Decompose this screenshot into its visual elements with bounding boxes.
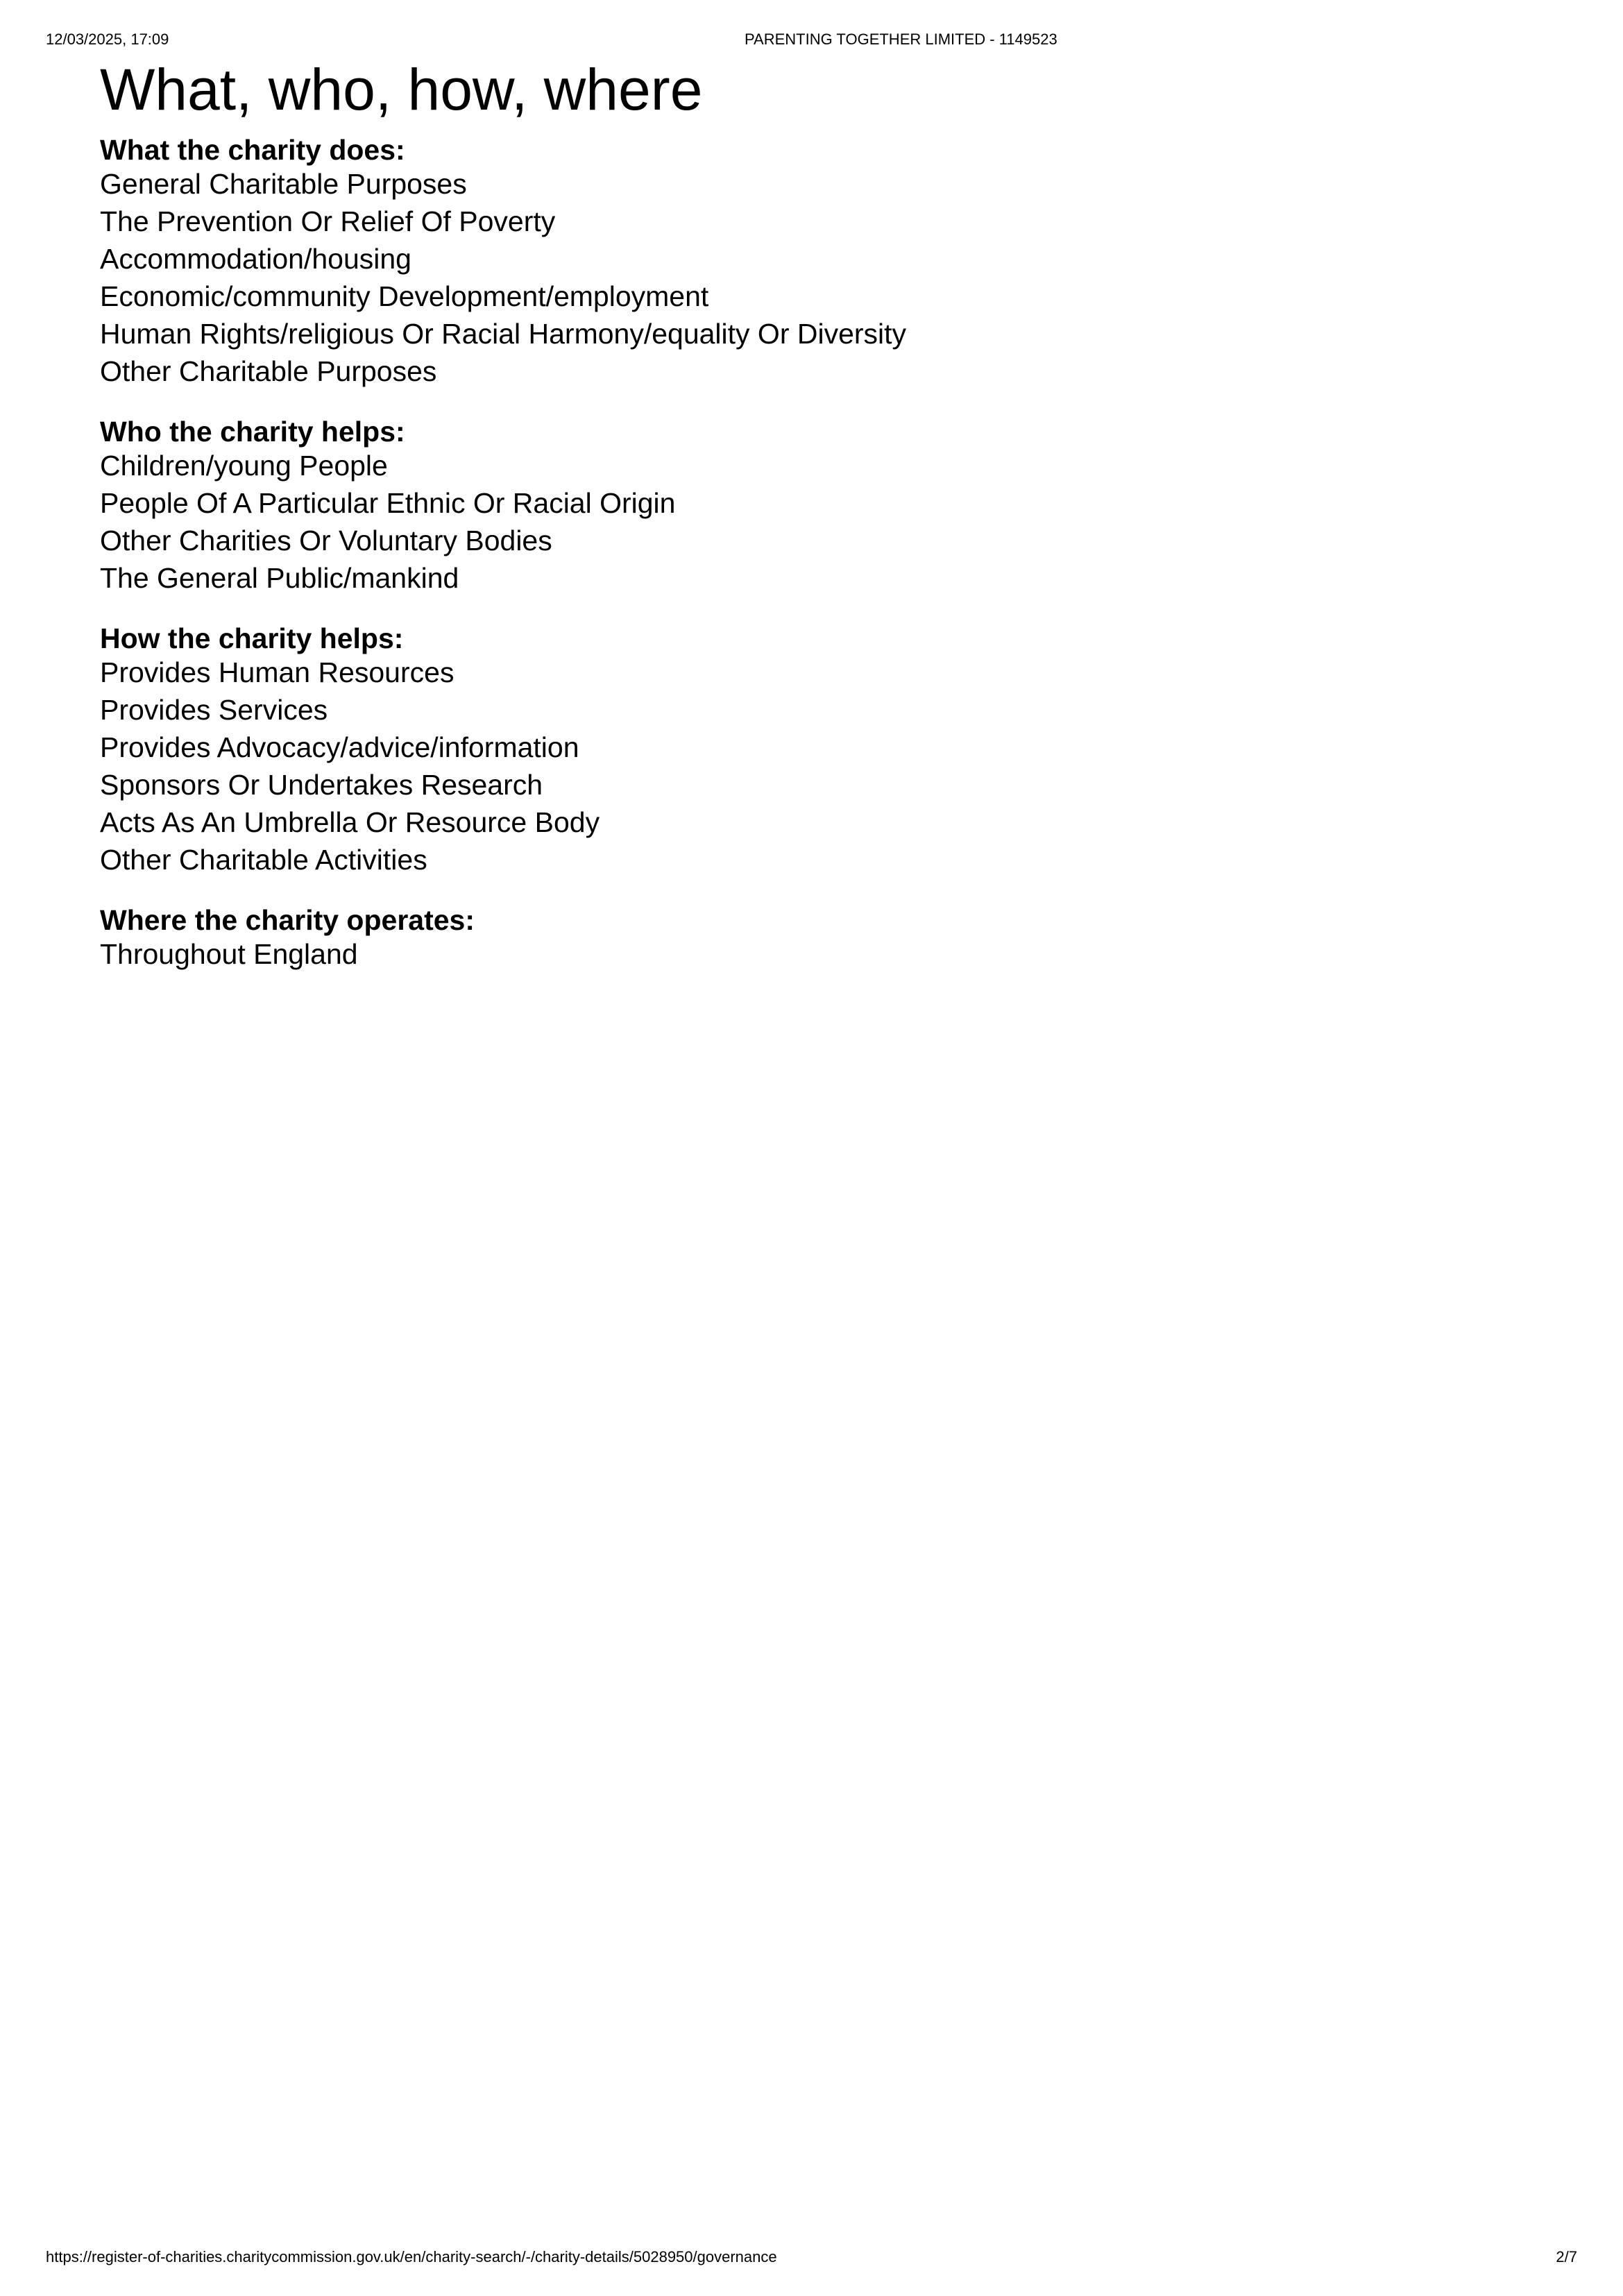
list-item: Other Charities Or Voluntary Bodies bbox=[100, 525, 552, 556]
print-footer-url: https://register-of-charities.charitycommission.gov.uk/en/charity-search/-/charity-details/5028950/governance bbox=[46, 2248, 777, 2265]
list-item: The Prevention Or Relief Of Poverty bbox=[100, 205, 556, 237]
list-item: Economic/community Development/employment bbox=[100, 280, 709, 312]
section-what-charity-does bbox=[100, 135, 1540, 390]
list-item: General Charitable Purposes bbox=[100, 168, 467, 200]
how-charity-helps-heading: How the charity helps: bbox=[100, 622, 404, 654]
main-content bbox=[100, 56, 1540, 999]
what-charity-does-heading: What the charity does: bbox=[100, 134, 405, 166]
list-item: Human Rights/religious Or Racial Harmony/equality Or Diversity bbox=[100, 318, 907, 350]
print-footer-page-number: 2/7 bbox=[1556, 2248, 1577, 2265]
list-item: Provides Advocacy/advice/information bbox=[100, 731, 579, 763]
what-charity-does-list bbox=[100, 165, 1540, 390]
section-who-charity-helps bbox=[100, 416, 1540, 597]
list-item: Other Charitable Activities bbox=[100, 844, 427, 876]
list-item: Other Charitable Purposes bbox=[100, 355, 437, 387]
print-header-datetime: 12/03/2025, 17:09 bbox=[46, 31, 169, 48]
list-item: Children/young People bbox=[100, 450, 388, 482]
where-charity-operates-heading: Where the charity operates: bbox=[100, 904, 475, 936]
list-item: The General Public/mankind bbox=[100, 562, 459, 594]
list-item: Provides Human Resources bbox=[100, 656, 454, 688]
how-charity-helps-list bbox=[100, 654, 1540, 878]
list-item: Acts As An Umbrella Or Resource Body bbox=[100, 806, 600, 838]
list-item: Throughout England bbox=[100, 938, 358, 970]
print-header-document-title: PARENTING TOGETHER LIMITED - 1149523 bbox=[745, 31, 1057, 48]
list-item: Sponsors Or Undertakes Research bbox=[100, 769, 543, 801]
who-charity-helps-list bbox=[100, 447, 1540, 597]
list-item: People Of A Particular Ethnic Or Racial Origin bbox=[100, 487, 676, 519]
section-where-charity-operates bbox=[100, 905, 1540, 973]
list-item: Accommodation/housing bbox=[100, 243, 411, 275]
list-item: Provides Services bbox=[100, 694, 328, 726]
section-how-charity-helps bbox=[100, 623, 1540, 878]
where-charity-operates-list bbox=[100, 935, 1540, 973]
who-charity-helps-heading: Who the charity helps: bbox=[100, 416, 405, 448]
page-title: What, who, how, where bbox=[100, 57, 703, 122]
